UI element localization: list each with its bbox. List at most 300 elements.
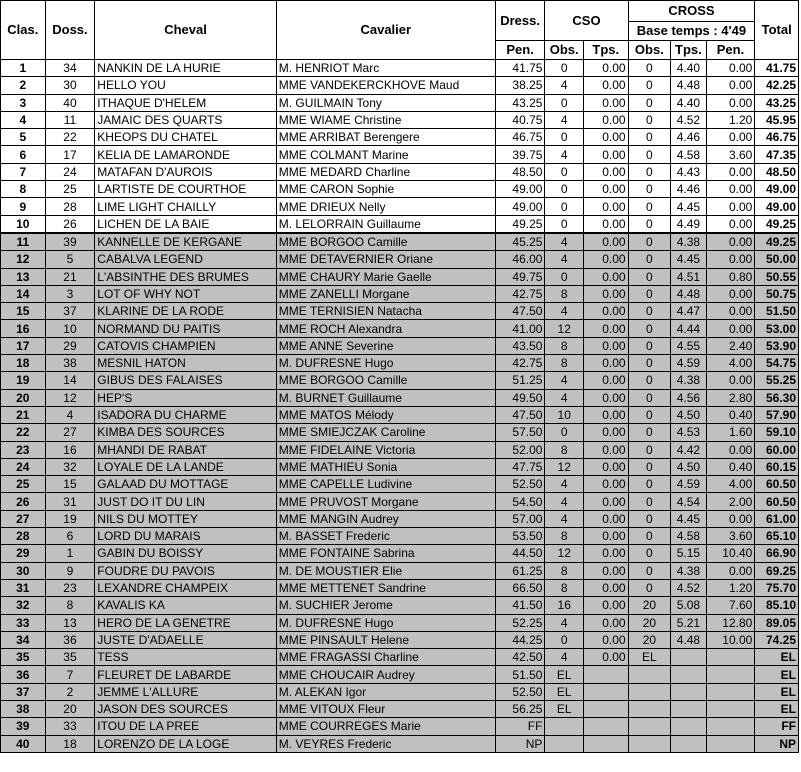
cell-dress-pen: 48.50 [495, 163, 545, 180]
cell-cso-tps: 0.00 [583, 631, 628, 648]
cell-clas: 39 [1, 718, 46, 735]
cell-cross-obs: 0 [628, 233, 671, 251]
cell-cross-pen: 0.00 [706, 562, 755, 579]
cell-doss: 19 [45, 510, 95, 527]
cell-cross-tps: 4.56 [671, 389, 706, 406]
cell-cso-tps: 0.00 [583, 649, 628, 666]
cell-doss: 11 [45, 111, 95, 128]
cell-cross-tps [671, 649, 706, 666]
cell-dress-pen: 46.00 [495, 251, 545, 268]
cell-cavalier: MME FONTAINE Sabrina [276, 545, 495, 562]
cell-cavalier: M. DUFRESNE Hugo [276, 614, 495, 631]
cell-cross-pen [706, 700, 755, 717]
cell-total: NP [755, 735, 799, 752]
cell-cross-obs: 0 [628, 562, 671, 579]
cell-cross-pen: 0.00 [706, 129, 755, 146]
cell-total: 89.05 [755, 614, 799, 631]
cell-cso-obs: 4 [545, 476, 584, 493]
cell-cross-obs: 0 [628, 355, 671, 372]
cell-cross-tps: 4.59 [671, 476, 706, 493]
cell-dress-pen: 54.50 [495, 493, 545, 510]
cell-cross-tps: 4.49 [671, 215, 706, 233]
cell-cso-obs: 4 [545, 303, 584, 320]
cell-cavalier: MME DETAVERNIER Oriane [276, 251, 495, 268]
cell-cross-tps: 4.45 [671, 510, 706, 527]
cell-clas: 17 [1, 337, 46, 354]
header-base-temps: Base temps : 4'49 [628, 22, 755, 41]
cell-cavalier: MME WIAME Christine [276, 111, 495, 128]
cell-cross-tps: 4.38 [671, 372, 706, 389]
cell-cross-pen [706, 735, 755, 752]
cell-cso-tps [583, 718, 628, 735]
cell-cso-tps: 0.00 [583, 355, 628, 372]
cell-cavalier: MME VANDEKERCKHOVE Maud [276, 77, 495, 94]
cell-clas: 5 [1, 129, 46, 146]
cell-cheval: LOYALE DE LA LANDE [95, 458, 276, 475]
header-total: Total [755, 1, 799, 60]
cell-cso-obs: 10 [545, 406, 584, 423]
cell-cross-obs: 0 [628, 94, 671, 111]
cell-clas: 29 [1, 545, 46, 562]
table-row [1, 579, 799, 596]
cell-clas: 13 [1, 268, 46, 285]
cell-doss: 4 [45, 406, 95, 423]
cell-clas: 35 [1, 649, 46, 666]
cell-cso-obs: 4 [545, 649, 584, 666]
cell-cso-obs: 4 [545, 251, 584, 268]
cell-dress-pen: 66.50 [495, 579, 545, 596]
cell-clas: 40 [1, 735, 46, 752]
cell-cross-obs: 0 [628, 424, 671, 441]
cell-total: EL [755, 666, 799, 683]
cell-doss: 39 [45, 233, 95, 251]
cell-cross-tps: 4.58 [671, 528, 706, 545]
cell-cross-pen: 0.00 [706, 303, 755, 320]
cell-total: 49.00 [755, 181, 799, 198]
cell-cross-pen: 0.00 [706, 94, 755, 111]
cell-clas: 3 [1, 94, 46, 111]
cell-cso-obs: 4 [545, 111, 584, 128]
cell-cross-tps: 4.58 [671, 146, 706, 163]
cell-cross-pen: 3.60 [706, 146, 755, 163]
cell-cso-obs: 8 [545, 355, 584, 372]
cell-cheval: GALAAD DU MOTTAGE [95, 476, 276, 493]
cell-cheval: HEP'S [95, 389, 276, 406]
cell-cross-tps: 4.38 [671, 562, 706, 579]
cell-cavalier: MME CHAURY Marie Gaelle [276, 268, 495, 285]
cell-total: 85.10 [755, 597, 799, 614]
cell-cheval: JUST DO IT DU LIN [95, 493, 276, 510]
cell-dress-pen: 49.75 [495, 268, 545, 285]
table-row [1, 251, 799, 268]
cell-cross-pen: 10.00 [706, 631, 755, 648]
cell-total: 51.50 [755, 303, 799, 320]
cell-dress-pen: 49.00 [495, 198, 545, 215]
cell-dress-pen: FF [495, 718, 545, 735]
cell-cso-obs: 12 [545, 458, 584, 475]
header-dress: Dress. [495, 1, 545, 41]
table-row [1, 60, 799, 77]
cell-cavalier: MME COLMANT Marine [276, 146, 495, 163]
cell-clas: 6 [1, 146, 46, 163]
cell-clas: 4 [1, 111, 46, 128]
cell-cso-tps: 0.00 [583, 562, 628, 579]
cell-cso-obs: 16 [545, 597, 584, 614]
table-row [1, 631, 799, 648]
cell-total: 53.90 [755, 337, 799, 354]
cell-cheval: KELIA DE LAMARONDE [95, 146, 276, 163]
table-row [1, 198, 799, 215]
table-row [1, 562, 799, 579]
cell-cso-tps [583, 683, 628, 700]
header-cavalier: Cavalier [276, 1, 495, 60]
cell-cheval: ITOU DE LA PREE [95, 718, 276, 735]
table-row [1, 735, 799, 752]
cell-doss: 20 [45, 700, 95, 717]
cell-doss: 9 [45, 562, 95, 579]
cell-dress-pen: NP [495, 735, 545, 752]
cell-total: 49.25 [755, 233, 799, 251]
cell-cavalier: M. LELORRAIN Guillaume [276, 215, 495, 233]
cell-cheval: KANNELLE DE KERGANE [95, 233, 276, 251]
cell-clas: 22 [1, 424, 46, 441]
cell-total: 42.25 [755, 77, 799, 94]
cell-dress-pen: 46.75 [495, 129, 545, 146]
cell-cross-tps: 4.40 [671, 60, 706, 77]
cell-clas: 23 [1, 441, 46, 458]
cell-cheval: KIMBA DES SOURCES [95, 424, 276, 441]
cell-cso-obs: 4 [545, 614, 584, 631]
cell-clas: 10 [1, 215, 46, 233]
cell-cross-pen: 2.00 [706, 493, 755, 510]
cell-cso-tps: 0.00 [583, 251, 628, 268]
cell-cso-tps: 0.00 [583, 579, 628, 596]
cell-cross-obs: 0 [628, 493, 671, 510]
cell-dress-pen: 41.75 [495, 60, 545, 77]
cell-cso-tps: 0.00 [583, 181, 628, 198]
table-row [1, 476, 799, 493]
cell-doss: 26 [45, 215, 95, 233]
cell-cross-tps: 4.52 [671, 111, 706, 128]
cell-cross-tps: 5.08 [671, 597, 706, 614]
cell-dress-pen: 38.25 [495, 77, 545, 94]
cell-doss: 25 [45, 181, 95, 198]
table-row [1, 683, 799, 700]
cell-cross-pen: 0.00 [706, 285, 755, 302]
cell-cheval: LIME LIGHT CHAILLY [95, 198, 276, 215]
cell-cross-pen: 2.80 [706, 389, 755, 406]
header-cross-obs: Obs. [628, 41, 671, 60]
cell-dress-pen: 41.00 [495, 320, 545, 337]
cell-cavalier: MME TERNISIEN Natacha [276, 303, 495, 320]
cell-total: 61.00 [755, 510, 799, 527]
cell-doss: 22 [45, 129, 95, 146]
cell-cso-tps: 0.00 [583, 528, 628, 545]
cell-cross-tps [671, 683, 706, 700]
cell-cso-obs: 0 [545, 163, 584, 180]
cell-cso-tps [583, 700, 628, 717]
cell-cso-obs: 0 [545, 268, 584, 285]
cell-total: 56.30 [755, 389, 799, 406]
cell-doss: 24 [45, 163, 95, 180]
cell-doss: 38 [45, 355, 95, 372]
cell-cso-obs: EL [545, 683, 584, 700]
cell-dress-pen: 49.00 [495, 181, 545, 198]
cell-cross-tps: 4.47 [671, 303, 706, 320]
cell-cso-tps: 0.00 [583, 476, 628, 493]
cell-cso-obs: 8 [545, 528, 584, 545]
table-row [1, 441, 799, 458]
cell-total: 66.90 [755, 545, 799, 562]
cell-cross-obs: 0 [628, 406, 671, 423]
cell-total: 46.75 [755, 129, 799, 146]
cell-cheval: HERO DE LA GENETRE [95, 614, 276, 631]
cell-cross-tps [671, 666, 706, 683]
cell-cross-tps: 5.15 [671, 545, 706, 562]
cell-cross-tps [671, 718, 706, 735]
cell-total: 69.25 [755, 562, 799, 579]
table-row [1, 129, 799, 146]
cell-doss: 35 [45, 649, 95, 666]
cell-cavalier: M. GUILMAIN Tony [276, 94, 495, 111]
cell-cso-tps: 0.00 [583, 372, 628, 389]
cell-clas: 32 [1, 597, 46, 614]
cell-clas: 37 [1, 683, 46, 700]
cell-cross-obs: 0 [628, 441, 671, 458]
cell-cross-pen: 0.00 [706, 251, 755, 268]
cell-total: 48.50 [755, 163, 799, 180]
table-row [1, 614, 799, 631]
table-row [1, 111, 799, 128]
cell-doss: 16 [45, 441, 95, 458]
cell-clas: 33 [1, 614, 46, 631]
table-row [1, 215, 799, 233]
header-cross: CROSS [628, 1, 755, 22]
cell-cso-obs: 4 [545, 372, 584, 389]
cell-cross-pen: 0.00 [706, 441, 755, 458]
cell-cavalier: MME ROCH Alexandra [276, 320, 495, 337]
cell-cross-pen: 0.00 [706, 320, 755, 337]
cell-cavalier: MME CHOUCAIR Audrey [276, 666, 495, 683]
results-body [1, 60, 799, 753]
cell-cso-obs: 0 [545, 215, 584, 233]
cell-cheval: NANKIN DE LA HURIE [95, 60, 276, 77]
cell-cavalier: M. SUCHIER Jerome [276, 597, 495, 614]
cell-dress-pen: 39.75 [495, 146, 545, 163]
cell-doss: 32 [45, 458, 95, 475]
header-cso-obs: Obs. [545, 41, 584, 60]
cell-cavalier: M. DE MOUSTIER Elie [276, 562, 495, 579]
cell-dress-pen: 57.00 [495, 510, 545, 527]
table-row [1, 406, 799, 423]
cell-dress-pen: 40.75 [495, 111, 545, 128]
cell-clas: 1 [1, 60, 46, 77]
cell-doss: 34 [45, 60, 95, 77]
cell-cso-tps: 0.00 [583, 163, 628, 180]
table-row [1, 320, 799, 337]
cell-cross-pen: 0.40 [706, 406, 755, 423]
cell-cross-pen: 1.60 [706, 424, 755, 441]
cell-cross-obs: 0 [628, 268, 671, 285]
cell-cross-tps: 4.45 [671, 251, 706, 268]
cell-cheval: NORMAND DU PAITIS [95, 320, 276, 337]
cell-cso-tps: 0.00 [583, 424, 628, 441]
cell-cross-obs: 20 [628, 614, 671, 631]
cell-clas: 9 [1, 198, 46, 215]
cell-total: 74.25 [755, 631, 799, 648]
cell-cso-tps [583, 666, 628, 683]
cell-cso-tps: 0.00 [583, 614, 628, 631]
cell-cheval: LORD DU MARAIS [95, 528, 276, 545]
cell-cso-tps: 0.00 [583, 597, 628, 614]
cell-cso-obs: 12 [545, 545, 584, 562]
cell-cross-obs: 0 [628, 372, 671, 389]
cell-cso-obs: 0 [545, 424, 584, 441]
cell-dress-pen: 52.50 [495, 683, 545, 700]
cell-doss: 8 [45, 597, 95, 614]
cell-doss: 3 [45, 285, 95, 302]
cell-cross-pen: 0.00 [706, 77, 755, 94]
cell-cso-tps: 0.00 [583, 458, 628, 475]
cell-doss: 23 [45, 579, 95, 596]
cell-doss: 17 [45, 146, 95, 163]
table-row [1, 545, 799, 562]
cell-dress-pen: 57.50 [495, 424, 545, 441]
cell-cso-tps: 0.00 [583, 493, 628, 510]
cell-cso-tps [583, 735, 628, 752]
cell-cross-tps: 4.55 [671, 337, 706, 354]
cell-cross-obs: 0 [628, 320, 671, 337]
cell-dress-pen: 42.50 [495, 649, 545, 666]
cell-dress-pen: 49.50 [495, 389, 545, 406]
cell-dress-pen: 61.25 [495, 562, 545, 579]
cell-doss: 29 [45, 337, 95, 354]
cell-dress-pen: 43.25 [495, 94, 545, 111]
cell-dress-pen: 45.25 [495, 233, 545, 251]
cell-cso-tps: 0.00 [583, 215, 628, 233]
cell-clas: 24 [1, 458, 46, 475]
cell-cheval: LORENZO DE LA LOGE [95, 735, 276, 752]
cell-clas: 18 [1, 355, 46, 372]
table-row [1, 146, 799, 163]
cell-cavalier: M. VEYRES Frederic [276, 735, 495, 752]
cell-cross-obs: 0 [628, 146, 671, 163]
cell-cross-pen: 0.00 [706, 510, 755, 527]
cell-cso-obs: 4 [545, 77, 584, 94]
header-doss: Doss. [45, 1, 95, 60]
cell-cheval: LARTISTE DE COURTHOE [95, 181, 276, 198]
cell-cso-tps: 0.00 [583, 146, 628, 163]
cell-cheval: LEXANDRE CHAMPEIX [95, 579, 276, 596]
cell-doss: 1 [45, 545, 95, 562]
table-row [1, 597, 799, 614]
cell-cheval: KHEOPS DU CHATEL [95, 129, 276, 146]
cell-cso-tps: 0.00 [583, 94, 628, 111]
cell-total: 54.75 [755, 355, 799, 372]
cell-cheval: MATAFAN D'AUROIS [95, 163, 276, 180]
cell-total: EL [755, 649, 799, 666]
cell-doss: 14 [45, 372, 95, 389]
cell-cso-obs: 0 [545, 198, 584, 215]
cell-clas: 19 [1, 372, 46, 389]
cell-cross-tps: 4.48 [671, 631, 706, 648]
cell-cso-obs: 12 [545, 320, 584, 337]
cell-cross-pen: 3.60 [706, 528, 755, 545]
cell-cross-obs [628, 700, 671, 717]
cell-cavalier: MME ZANELLI Morgane [276, 285, 495, 302]
table-row [1, 372, 799, 389]
cell-cross-tps: 4.54 [671, 493, 706, 510]
cell-cross-obs: 0 [628, 198, 671, 215]
cell-cso-tps: 0.00 [583, 198, 628, 215]
cell-cross-tps: 4.53 [671, 424, 706, 441]
cell-doss: 6 [45, 528, 95, 545]
cell-cheval: KLARINE DE LA RODE [95, 303, 276, 320]
cell-cso-obs: 4 [545, 146, 584, 163]
cell-cheval: HELLO YOU [95, 77, 276, 94]
cell-cheval: NILS DU MOTTEY [95, 510, 276, 527]
cell-dress-pen: 42.75 [495, 285, 545, 302]
cell-total: 60.50 [755, 493, 799, 510]
cell-cross-tps: 4.48 [671, 77, 706, 94]
cell-cso-obs: 0 [545, 631, 584, 648]
cell-total: 57.90 [755, 406, 799, 423]
cell-cheval: FLEURET DE LABARDE [95, 666, 276, 683]
cell-cross-tps [671, 735, 706, 752]
cell-cavalier: MME MATOS Mélody [276, 406, 495, 423]
table-row [1, 389, 799, 406]
cell-total: 41.75 [755, 60, 799, 77]
cell-cross-pen: 1.20 [706, 111, 755, 128]
cell-cavalier: MME METTENET Sandrine [276, 579, 495, 596]
cell-cso-obs: 0 [545, 60, 584, 77]
table-row [1, 355, 799, 372]
cell-clas: 14 [1, 285, 46, 302]
table-row [1, 700, 799, 717]
cell-dress-pen: 51.25 [495, 372, 545, 389]
cell-cavalier: MME BORGOO Camille [276, 233, 495, 251]
table-row [1, 181, 799, 198]
cell-cross-pen: 0.00 [706, 163, 755, 180]
cell-cheval: LOT OF WHY NOT [95, 285, 276, 302]
cell-cheval: JEMME L'ALLURE [95, 683, 276, 700]
cell-dress-pen: 53.50 [495, 528, 545, 545]
cell-cross-pen: 0.00 [706, 233, 755, 251]
cell-cross-tps: 5.21 [671, 614, 706, 631]
cell-cross-obs: 0 [628, 163, 671, 180]
cell-cross-obs: 20 [628, 597, 671, 614]
cell-cross-obs: 0 [628, 510, 671, 527]
cell-cross-tps: 4.50 [671, 406, 706, 423]
table-row [1, 649, 799, 666]
cell-cross-obs: 0 [628, 60, 671, 77]
cell-cavalier: M. HENRIOT Marc [276, 60, 495, 77]
cell-cross-tps: 4.46 [671, 181, 706, 198]
cell-dress-pen: 51.50 [495, 666, 545, 683]
cell-cheval: MHANDI DE RABAT [95, 441, 276, 458]
cell-doss: 27 [45, 424, 95, 441]
cell-cross-obs: 0 [628, 215, 671, 233]
cell-cso-tps: 0.00 [583, 77, 628, 94]
cell-cso-obs: 8 [545, 562, 584, 579]
table-row [1, 510, 799, 527]
cell-cso-tps: 0.00 [583, 285, 628, 302]
cell-cso-tps: 0.00 [583, 337, 628, 354]
table-row [1, 285, 799, 302]
cell-cso-obs: 4 [545, 510, 584, 527]
cell-clas: 21 [1, 406, 46, 423]
cell-dress-pen: 56.25 [495, 700, 545, 717]
